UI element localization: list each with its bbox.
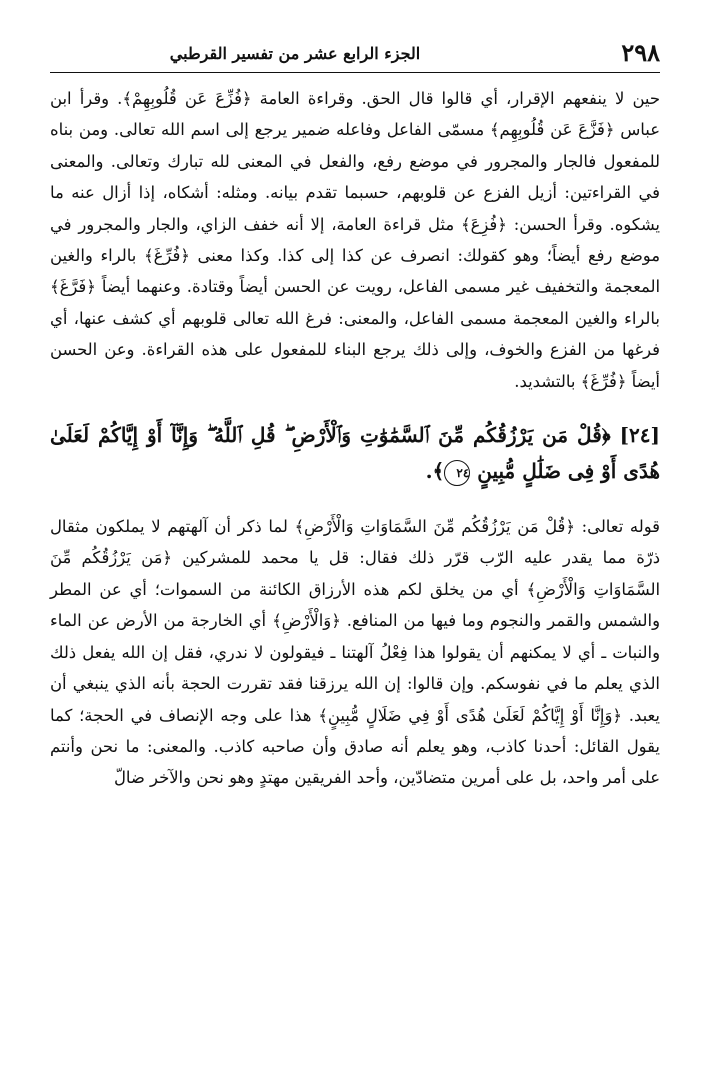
tafsir-paragraph: حين لا ينفعهم الإقرار، أي قالوا قال الحق. وقراءة العامة ﴿فُزِّعَ عَن قُلُوبِهِمْ﴾. وقرأ ابن عباس ﴿فَزَّعَ عَن قُلُوبِهِم﴾ مسمّى الفاعل وفاعله ضمير يرجع إلى اسم الله تعالى. ومن بناه للمفعول فالجار والمجرور في موضع رفع، والفعل في المعنى لله تبارك وتعالى. والمعنى في القراءتين: أزيل الفزع عن قلوبهم، حسبما تقدم بيانه. ومثله: أشكاه، إذا أزال عنه ما يشكوه. وقرأ الحسن: ﴿فُزِعَ﴾ مثل قراءة العامة، إلا أنه خفف الزاي، والجار والمجرور في موضع رفع أيضاً؛ وهو كقولك: انصرف عن كذا إلى كذا. وكذا معنى ﴿فُرِّغَ﴾ بالراء والغين المعجمة والتخفيف غير مسمى الفاعل، رويت عن الحسن أيضاً وقتادة. وعنهما أيضاً ﴿فَرَّغَ﴾ بالراء والغين المعجمة مسمى الفاعل، والمعنى: فرغ الله تعالى قلوبهم أي كشف عنها، أي فرغها من الفزع والخوف، وإلى ذلك يرجع البناء للمفعول على هذه القراءة. وعن الحسن أيضاً ﴿فُرِّغَ﴾ بالتشديد. [50, 89, 660, 391]
ayah-end-marker: ٢٤ [444, 460, 470, 486]
verse-number: [٢٤] [619, 423, 660, 448]
running-header [50, 38, 660, 73]
quran-verse [50, 417, 660, 489]
book-page [50, 38, 660, 1068]
running-title: الجزء الرابع عشر من تفسير القرطبي [169, 44, 421, 63]
verse-closing: ﴾. [425, 459, 445, 484]
page-number: ٢٩٨ [621, 38, 660, 67]
verse-commentary: قوله تعالى: ﴿قُلْ مَن يَرْزُقُكُم مِّنَ السَّمَاوَاتِ وَالْأَرْضِ﴾ لما ذكر أن آلهتهم لا يملكون مثقال ذرّة مما يقدر عليه الرّب قرّر ذلك فقال: قل يا محمد للمشركين ﴿مَن يَرْزُقُكُم مِّنَ السَّمَاوَاتِ وَالْأَرْضِ﴾ أي من يخلق لكم هذه الأرزاق الكائنة من السموات؛ أي عن المطر والشمس والقمر والنجوم وما فيها من المنافع. ﴿وَالْأَرْضِ﴾ أي الخارجة من الأرض عن الماء والنبات ـ أي لا يمكنهم أن يقولوا هذا فِعْلُ آلهتنا ـ فيقولون لا ندري، فقل إن الله يفعل ذلك الذي يعلم ما في نفوسكم. وإن قالوا: إن الله يرزقنا فقد تقررت الحجة بأنه الذي ينبغي أن يعبد. ﴿وَإِنَّا أَوْ إِيَّاكُمْ لَعَلَىٰ هُدًى أَوْ فِي ضَلَالٍ مُّبِينٍ﴾ هذا على وجه الإنصاف في الحجة؛ كما يقول القائل: أحدنا كاذب، وهو يعلم أنه صادق وأن صاحبه كاذب. والمعنى: ما نحن وأنتم على أمر واحد، بل على أمرين متضادّين، وأحد الفريقين مهتدٍ وهو نحن والآخر ضالّ [50, 517, 660, 788]
verse-text: ﴿قُلْ مَن يَرْزُقُكُم مِّنَ ٱلسَّمَٰوَٰتِ وَٱلْأَرْضِ ۖ قُلِ ٱللَّهُ ۖ وَإِنَّآ أَوْ إِيَّاكُمْ لَعَلَىٰ هُدًى أَوْ فِى ضَلَٰلٍ مُّبِينٍ [50, 423, 660, 484]
